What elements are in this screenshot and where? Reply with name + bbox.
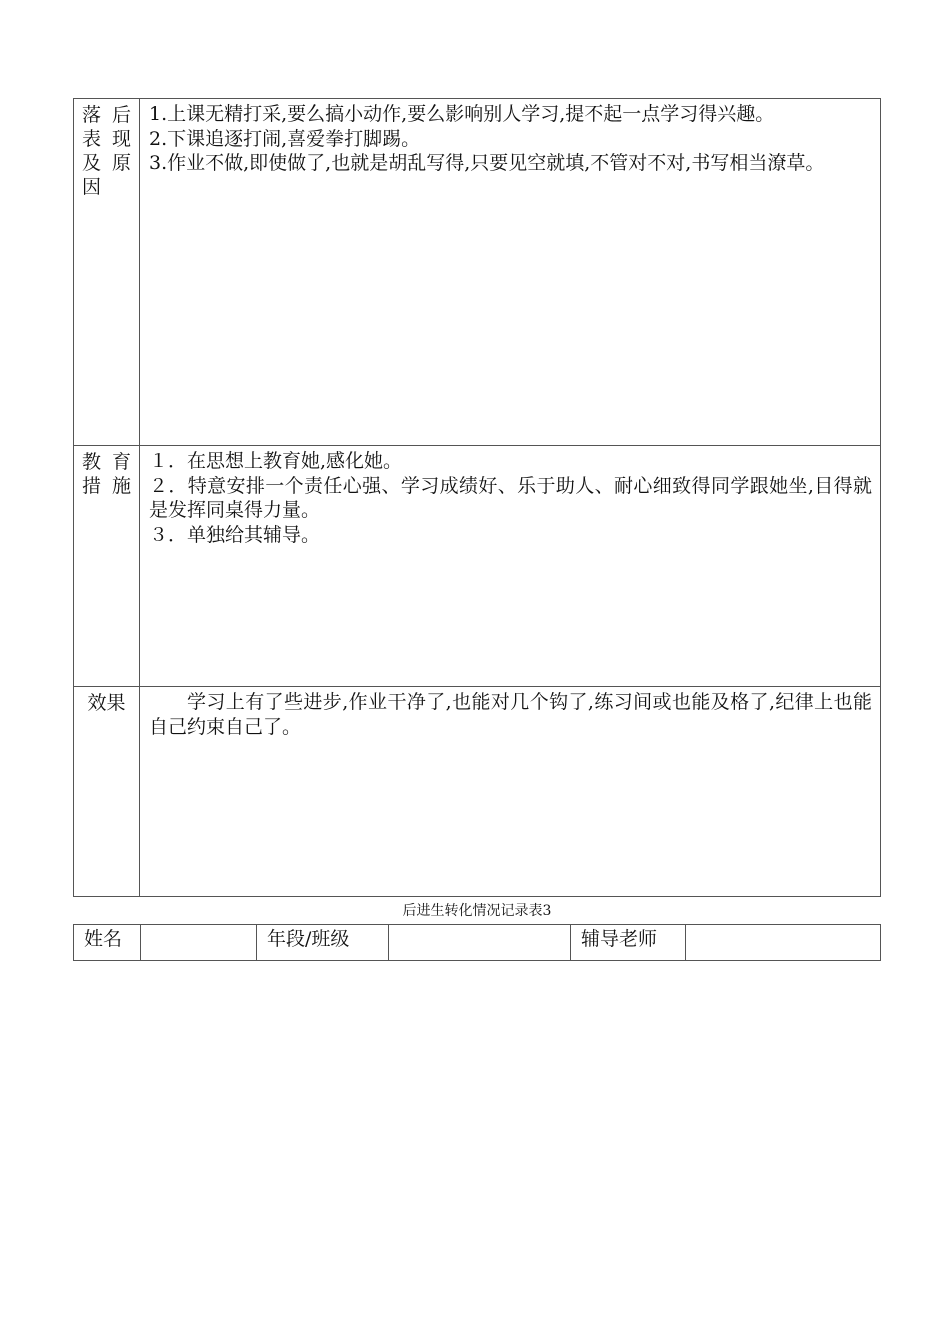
content-item: 3.作业不做,即使做了,也就是胡乱写得,只要见空就填,不管对不对,书写相当潦草。 bbox=[149, 152, 825, 174]
name-label: 姓名 bbox=[74, 925, 141, 961]
row-content-education-measures bbox=[140, 446, 881, 687]
info-row bbox=[74, 925, 881, 961]
grade-class-value-field[interactable] bbox=[389, 925, 571, 961]
info-table bbox=[73, 924, 881, 961]
content-item: 1.上课无精打采,要么搞小动作,要么影响别人学习,提不起一点学习得兴趣。 bbox=[149, 103, 775, 125]
grade-class-label: 年段/班级 bbox=[257, 925, 389, 961]
teacher-value-field[interactable] bbox=[686, 925, 881, 961]
record-row-education-measures bbox=[74, 446, 881, 687]
table-caption: 后进生转化情况记录表3 bbox=[402, 903, 552, 919]
row-label-effect: 效果 bbox=[74, 687, 140, 897]
content-item: 2.下课追逐打闹,喜爱拳打脚踢。 bbox=[149, 127, 421, 150]
teacher-label: 辅导老师 bbox=[571, 925, 686, 961]
record-row-backward-reasons bbox=[74, 99, 881, 446]
row-content-effect bbox=[140, 687, 881, 897]
row-label-education-measures: 教育措施 bbox=[74, 446, 140, 687]
content-item: ３．单独给其辅导。 bbox=[149, 523, 321, 546]
name-value-field[interactable] bbox=[141, 925, 257, 961]
record-row-effect bbox=[74, 687, 881, 897]
row-label-backward-reasons: 落后表现及原因 bbox=[74, 99, 140, 446]
content-item: 学习上有了些进步,作业干净了,也能对几个钩了,练习间或也能及格了,纪律上也能自己约束自己了。 bbox=[149, 691, 872, 738]
content-item: １．在思想上教育她,感化她。 bbox=[149, 450, 403, 472]
content-item: ２．特意安排一个责任心强、学习成绩好、乐于助人、耐心细致得同学跟她坐,目得就是发挥同桌得力量。 bbox=[149, 474, 872, 521]
record-table bbox=[73, 98, 881, 897]
row-content-backward-reasons bbox=[140, 99, 881, 446]
